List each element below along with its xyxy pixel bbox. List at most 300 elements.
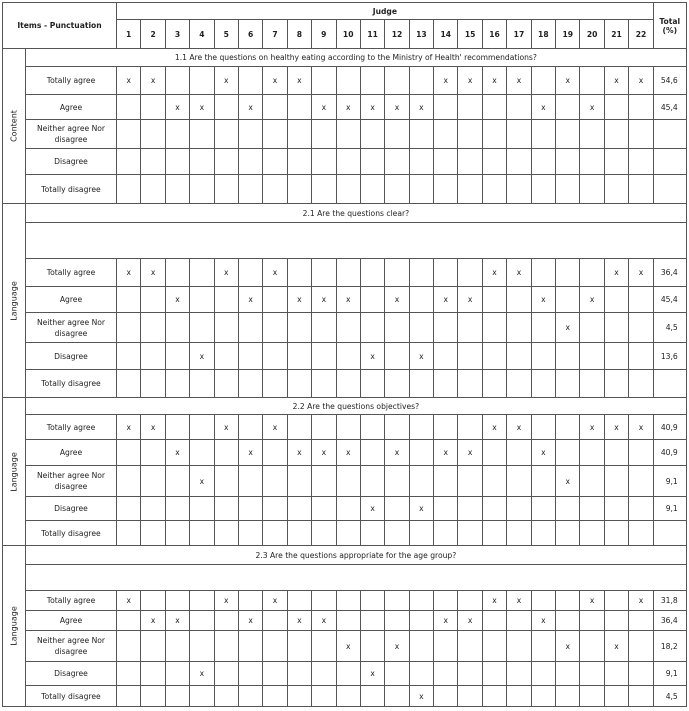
- table-row: [3, 175, 687, 204]
- judge-cell-10: [336, 662, 360, 686]
- mark: x: [248, 102, 253, 112]
- mark: x: [248, 616, 253, 625]
- judge-cell-15: [458, 175, 482, 204]
- judge-cell-1: [117, 343, 141, 370]
- mark: x: [126, 76, 131, 85]
- judge-cell-22: [629, 287, 654, 313]
- judge-cell-12: [385, 686, 409, 707]
- judge-cell-8: [287, 259, 311, 287]
- judge-cell-15: [458, 120, 482, 149]
- judge-cell-10: [336, 343, 360, 370]
- table-row: [3, 95, 687, 120]
- judge-cell-16: [482, 591, 506, 611]
- judge-cell-19: [556, 313, 580, 343]
- judge-cell-3: [165, 175, 189, 204]
- judge-cell-15: [458, 287, 482, 313]
- judge-cell-4: [190, 440, 214, 466]
- judge-cell-11: [360, 343, 384, 370]
- judge-cell-17: [507, 370, 531, 398]
- judge-cell-4: [190, 149, 214, 175]
- judge-cell-12: [385, 343, 409, 370]
- judge-number-9: 9: [312, 20, 336, 49]
- mark: x: [345, 448, 351, 457]
- judge-cell-5: [214, 662, 238, 686]
- response-label: Totally agree: [26, 591, 117, 611]
- judge-cell-10: [336, 686, 360, 707]
- judge-cell-3: [165, 631, 189, 662]
- mark: x: [321, 102, 327, 112]
- judge-cell-5: [214, 149, 238, 175]
- judge-cell-19: [556, 591, 580, 611]
- judge-cell-3: [165, 287, 189, 313]
- mark: x: [565, 323, 570, 332]
- judge-cell-1: [117, 415, 141, 440]
- judge-number-16: 16: [482, 20, 506, 49]
- judge-cell-19: [556, 67, 580, 95]
- judge-cell-16: [482, 662, 506, 686]
- judge-cell-6: [238, 631, 262, 662]
- mark: x: [224, 76, 229, 85]
- judge-cell-19: [556, 95, 580, 120]
- judge-cell-19: [556, 662, 580, 686]
- table-row: [3, 287, 687, 313]
- judge-cell-6: [238, 313, 262, 343]
- judge-cell-6: [238, 120, 262, 149]
- judge-cell-14: [434, 591, 458, 611]
- mark: x: [150, 76, 156, 85]
- mark: x: [589, 102, 595, 112]
- judge-cell-19: [556, 440, 580, 466]
- judge-cell-11: [360, 259, 384, 287]
- judge-cell-16: [482, 313, 506, 343]
- judge-cell-7: [263, 149, 287, 175]
- judge-cell-16: [482, 343, 506, 370]
- judge-cell-2: [141, 67, 165, 95]
- judge-cell-19: [556, 686, 580, 707]
- judge-cell-10: [336, 611, 360, 631]
- total-percent: 40,9: [653, 440, 686, 466]
- mark: x: [565, 641, 570, 651]
- table-row: [3, 466, 687, 497]
- judge-cell-5: [214, 313, 238, 343]
- total-header: Total (%): [653, 3, 686, 49]
- category-label: Language: [9, 451, 19, 492]
- judge-cell-18: [531, 466, 555, 497]
- judge-cell-6: [238, 611, 262, 631]
- judge-cell-2: [141, 415, 165, 440]
- mark: x: [516, 596, 522, 605]
- judge-cell-10: [336, 287, 360, 313]
- judge-cell-12: [385, 67, 409, 95]
- judge-cell-8: [287, 611, 311, 631]
- category-cell: [3, 49, 26, 204]
- judge-cell-22: [629, 67, 654, 95]
- judge-cell-14: [434, 631, 458, 662]
- mark: x: [419, 102, 424, 112]
- judge-cell-4: [190, 415, 214, 440]
- judge-cell-5: [214, 686, 238, 707]
- table-row: [3, 259, 687, 287]
- judge-cell-16: [482, 287, 506, 313]
- table-row: [3, 440, 687, 466]
- judge-number-6: 6: [238, 20, 262, 49]
- judge-cell-4: [190, 259, 214, 287]
- judge-cell-19: [556, 466, 580, 497]
- mark: x: [589, 596, 595, 605]
- category-label: Content: [9, 110, 19, 142]
- judge-cell-17: [507, 521, 531, 546]
- judge-cell-5: [214, 591, 238, 611]
- judge-cell-11: [360, 497, 384, 521]
- judge-cell-6: [238, 440, 262, 466]
- total-percent: [653, 149, 686, 175]
- judge-cell-8: [287, 466, 311, 497]
- judge-cell-9: [312, 259, 336, 287]
- judge-cell-7: [263, 521, 287, 546]
- response-label: Totally agree: [26, 259, 117, 287]
- judge-cell-2: [141, 466, 165, 497]
- judge-cell-9: [312, 67, 336, 95]
- judge-cell-15: [458, 67, 482, 95]
- judge-cell-21: [604, 611, 628, 631]
- judge-cell-13: [409, 120, 433, 149]
- mark: x: [565, 476, 570, 486]
- judge-cell-2: [141, 440, 165, 466]
- mark: x: [150, 422, 156, 432]
- mark: x: [541, 102, 546, 112]
- judge-cell-5: [214, 370, 238, 398]
- judge-cell-5: [214, 466, 238, 497]
- judge-cell-13: [409, 313, 433, 343]
- judge-cell-2: [141, 120, 165, 149]
- judge-cell-20: [580, 120, 604, 149]
- judge-cell-15: [458, 343, 482, 370]
- judge-cell-6: [238, 591, 262, 611]
- judge-cell-11: [360, 67, 384, 95]
- total-percent: 36,4: [653, 259, 686, 287]
- judge-cell-8: [287, 343, 311, 370]
- judge-cell-9: [312, 313, 336, 343]
- judge-cell-17: [507, 149, 531, 175]
- response-label: Agree: [26, 611, 117, 631]
- judge-cell-9: [312, 149, 336, 175]
- judge-cell-18: [531, 149, 555, 175]
- total-percent: 4,5: [653, 686, 686, 707]
- judge-cell-19: [556, 287, 580, 313]
- judge-cell-20: [580, 497, 604, 521]
- judge-cell-12: [385, 149, 409, 175]
- judge-cell-4: [190, 343, 214, 370]
- judge-cell-7: [263, 497, 287, 521]
- judge-cell-12: [385, 662, 409, 686]
- table-row: [3, 521, 687, 546]
- judge-cell-17: [507, 611, 531, 631]
- judge-cell-17: [507, 67, 531, 95]
- judge-cell-8: [287, 591, 311, 611]
- total-percent: 9,1: [653, 662, 686, 686]
- judge-cell-1: [117, 662, 141, 686]
- category-label: Language: [9, 280, 19, 321]
- judge-cell-20: [580, 466, 604, 497]
- judge-cell-14: [434, 67, 458, 95]
- judge-cell-7: [263, 287, 287, 313]
- judge-cell-19: [556, 149, 580, 175]
- mark: x: [394, 448, 400, 457]
- judge-cell-11: [360, 440, 384, 466]
- judge-cell-13: [409, 611, 433, 631]
- judge-cell-4: [190, 175, 214, 204]
- judge-cell-9: [312, 631, 336, 662]
- judge-cell-13: [409, 521, 433, 546]
- judge-number-22: 22: [629, 20, 654, 49]
- judge-cell-11: [360, 415, 384, 440]
- judge-cell-8: [287, 370, 311, 398]
- judge-cell-18: [531, 440, 555, 466]
- judge-cell-4: [190, 95, 214, 120]
- judge-cell-6: [238, 149, 262, 175]
- judge-cell-10: [336, 415, 360, 440]
- judge-cell-1: [117, 67, 141, 95]
- judge-cell-17: [507, 662, 531, 686]
- total-percent: 9,1: [653, 497, 686, 521]
- judge-cell-8: [287, 686, 311, 707]
- judge-cell-20: [580, 631, 604, 662]
- judge-cell-17: [507, 631, 531, 662]
- judge-cell-17: [507, 95, 531, 120]
- judge-number-14: 14: [434, 20, 458, 49]
- judge-cell-21: [604, 415, 628, 440]
- judge-cell-10: [336, 149, 360, 175]
- mark: x: [419, 691, 424, 701]
- judge-cell-14: [434, 287, 458, 313]
- judge-cell-2: [141, 313, 165, 343]
- judge-cell-15: [458, 497, 482, 521]
- judge-cell-8: [287, 95, 311, 120]
- judge-cell-3: [165, 466, 189, 497]
- judge-cell-14: [434, 521, 458, 546]
- judge-cell-10: [336, 313, 360, 343]
- judge-cell-10: [336, 466, 360, 497]
- judge-cell-17: [507, 497, 531, 521]
- judge-cell-12: [385, 120, 409, 149]
- judge-cell-5: [214, 175, 238, 204]
- judge-number-10: 10: [336, 20, 360, 49]
- judge-cell-22: [629, 662, 654, 686]
- judge-cell-3: [165, 686, 189, 707]
- judge-cell-4: [190, 631, 214, 662]
- judge-cell-15: [458, 611, 482, 631]
- judge-cell-4: [190, 662, 214, 686]
- judge-cell-1: [117, 95, 141, 120]
- judge-cell-20: [580, 95, 604, 120]
- mark: x: [321, 448, 327, 457]
- judge-cell-15: [458, 149, 482, 175]
- judge-cell-12: [385, 415, 409, 440]
- judge-cell-19: [556, 370, 580, 398]
- judge-cell-10: [336, 259, 360, 287]
- question-title: 2.1 Are the questions clear?: [26, 204, 687, 223]
- judge-cell-14: [434, 686, 458, 707]
- judge-cell-3: [165, 611, 189, 631]
- judge-cell-5: [214, 611, 238, 631]
- judge-cell-20: [580, 149, 604, 175]
- judge-number-2: 2: [141, 20, 165, 49]
- judge-cell-21: [604, 313, 628, 343]
- judge-cell-17: [507, 415, 531, 440]
- judge-cell-20: [580, 662, 604, 686]
- judge-cell-13: [409, 95, 433, 120]
- judge-cell-15: [458, 313, 482, 343]
- judge-cell-12: [385, 370, 409, 398]
- mark: x: [443, 448, 449, 457]
- judge-cell-8: [287, 120, 311, 149]
- mark: x: [297, 616, 302, 625]
- judge-cell-5: [214, 631, 238, 662]
- judge-cell-9: [312, 287, 336, 313]
- judge-cell-9: [312, 343, 336, 370]
- judge-cell-5: [214, 521, 238, 546]
- judge-cell-19: [556, 631, 580, 662]
- judge-cell-2: [141, 149, 165, 175]
- response-label: Totally agree: [26, 415, 117, 440]
- judge-cell-10: [336, 631, 360, 662]
- table-row: [3, 662, 687, 686]
- judge-cell-15: [458, 686, 482, 707]
- mark: x: [638, 596, 644, 605]
- judge-cell-19: [556, 120, 580, 149]
- mark: x: [541, 295, 546, 304]
- judge-cell-16: [482, 466, 506, 497]
- mark: x: [516, 268, 522, 277]
- judge-cell-8: [287, 149, 311, 175]
- judge-cell-1: [117, 631, 141, 662]
- judge-cell-3: [165, 149, 189, 175]
- mark: x: [248, 448, 253, 457]
- judge-cell-8: [287, 415, 311, 440]
- judge-number-11: 11: [360, 20, 384, 49]
- table-row: [3, 631, 687, 662]
- judge-cell-20: [580, 67, 604, 95]
- mark: x: [370, 351, 375, 361]
- judge-cell-15: [458, 415, 482, 440]
- judge-cell-13: [409, 631, 433, 662]
- judge-cell-13: [409, 287, 433, 313]
- judge-cell-20: [580, 591, 604, 611]
- judge-cell-17: [507, 175, 531, 204]
- judge-cell-7: [263, 631, 287, 662]
- judge-cell-12: [385, 591, 409, 611]
- total-percent: [653, 521, 686, 546]
- mark: x: [467, 295, 473, 304]
- judge-cell-6: [238, 343, 262, 370]
- judge-cell-14: [434, 611, 458, 631]
- judge-cell-1: [117, 611, 141, 631]
- judge-cell-22: [629, 686, 654, 707]
- judge-cell-4: [190, 313, 214, 343]
- judge-cell-14: [434, 149, 458, 175]
- table-row: [3, 149, 687, 175]
- judge-cell-4: [190, 287, 214, 313]
- judge-cell-5: [214, 120, 238, 149]
- judge-cell-2: [141, 662, 165, 686]
- judge-cell-19: [556, 521, 580, 546]
- judge-cell-19: [556, 175, 580, 204]
- judge-cell-5: [214, 343, 238, 370]
- response-label: Disagree: [26, 149, 117, 175]
- mark: x: [224, 268, 229, 277]
- judge-cell-2: [141, 521, 165, 546]
- mark: x: [297, 76, 302, 85]
- judge-cell-6: [238, 497, 262, 521]
- judge-number-17: 17: [507, 20, 531, 49]
- judge-cell-16: [482, 95, 506, 120]
- judge-cell-18: [531, 175, 555, 204]
- judge-cell-20: [580, 521, 604, 546]
- total-percent: 40,9: [653, 415, 686, 440]
- judge-cell-18: [531, 521, 555, 546]
- judge-cell-9: [312, 497, 336, 521]
- judge-cell-10: [336, 370, 360, 398]
- mark: x: [516, 76, 522, 85]
- judge-cell-8: [287, 287, 311, 313]
- judge-cell-7: [263, 120, 287, 149]
- judge-cell-18: [531, 259, 555, 287]
- judge-cell-22: [629, 440, 654, 466]
- judge-number-5: 5: [214, 20, 238, 49]
- mark: x: [419, 504, 424, 513]
- judge-number-8: 8: [287, 20, 311, 49]
- judge-cell-16: [482, 67, 506, 95]
- judge-cell-9: [312, 175, 336, 204]
- judge-cell-11: [360, 521, 384, 546]
- judge-cell-22: [629, 591, 654, 611]
- judge-cell-5: [214, 497, 238, 521]
- judge-cell-3: [165, 370, 189, 398]
- judge-cell-18: [531, 95, 555, 120]
- judge-cell-21: [604, 259, 628, 287]
- judge-cell-15: [458, 662, 482, 686]
- judge-cell-14: [434, 120, 458, 149]
- judge-cell-9: [312, 95, 336, 120]
- judge-cell-20: [580, 611, 604, 631]
- judge-cell-4: [190, 591, 214, 611]
- judge-cell-7: [263, 67, 287, 95]
- judge-cell-13: [409, 67, 433, 95]
- items-punctuation-header: Items - Punctuation: [3, 3, 117, 49]
- judge-cell-11: [360, 95, 384, 120]
- judge-cell-12: [385, 95, 409, 120]
- judge-cell-13: [409, 440, 433, 466]
- judge-cell-11: [360, 149, 384, 175]
- mark: x: [516, 422, 522, 432]
- judge-cell-11: [360, 631, 384, 662]
- mark: x: [467, 76, 473, 85]
- judge-cell-5: [214, 95, 238, 120]
- judge-cell-18: [531, 120, 555, 149]
- mark: x: [565, 76, 570, 85]
- judge-cell-1: [117, 497, 141, 521]
- table-row: [3, 120, 687, 149]
- total-percent: 4,5: [653, 313, 686, 343]
- mark: x: [614, 641, 619, 651]
- judge-cell-14: [434, 343, 458, 370]
- judge-cell-2: [141, 370, 165, 398]
- judge-cell-4: [190, 67, 214, 95]
- judge-cell-10: [336, 521, 360, 546]
- judge-cell-22: [629, 497, 654, 521]
- judge-cell-9: [312, 686, 336, 707]
- judge-cell-7: [263, 95, 287, 120]
